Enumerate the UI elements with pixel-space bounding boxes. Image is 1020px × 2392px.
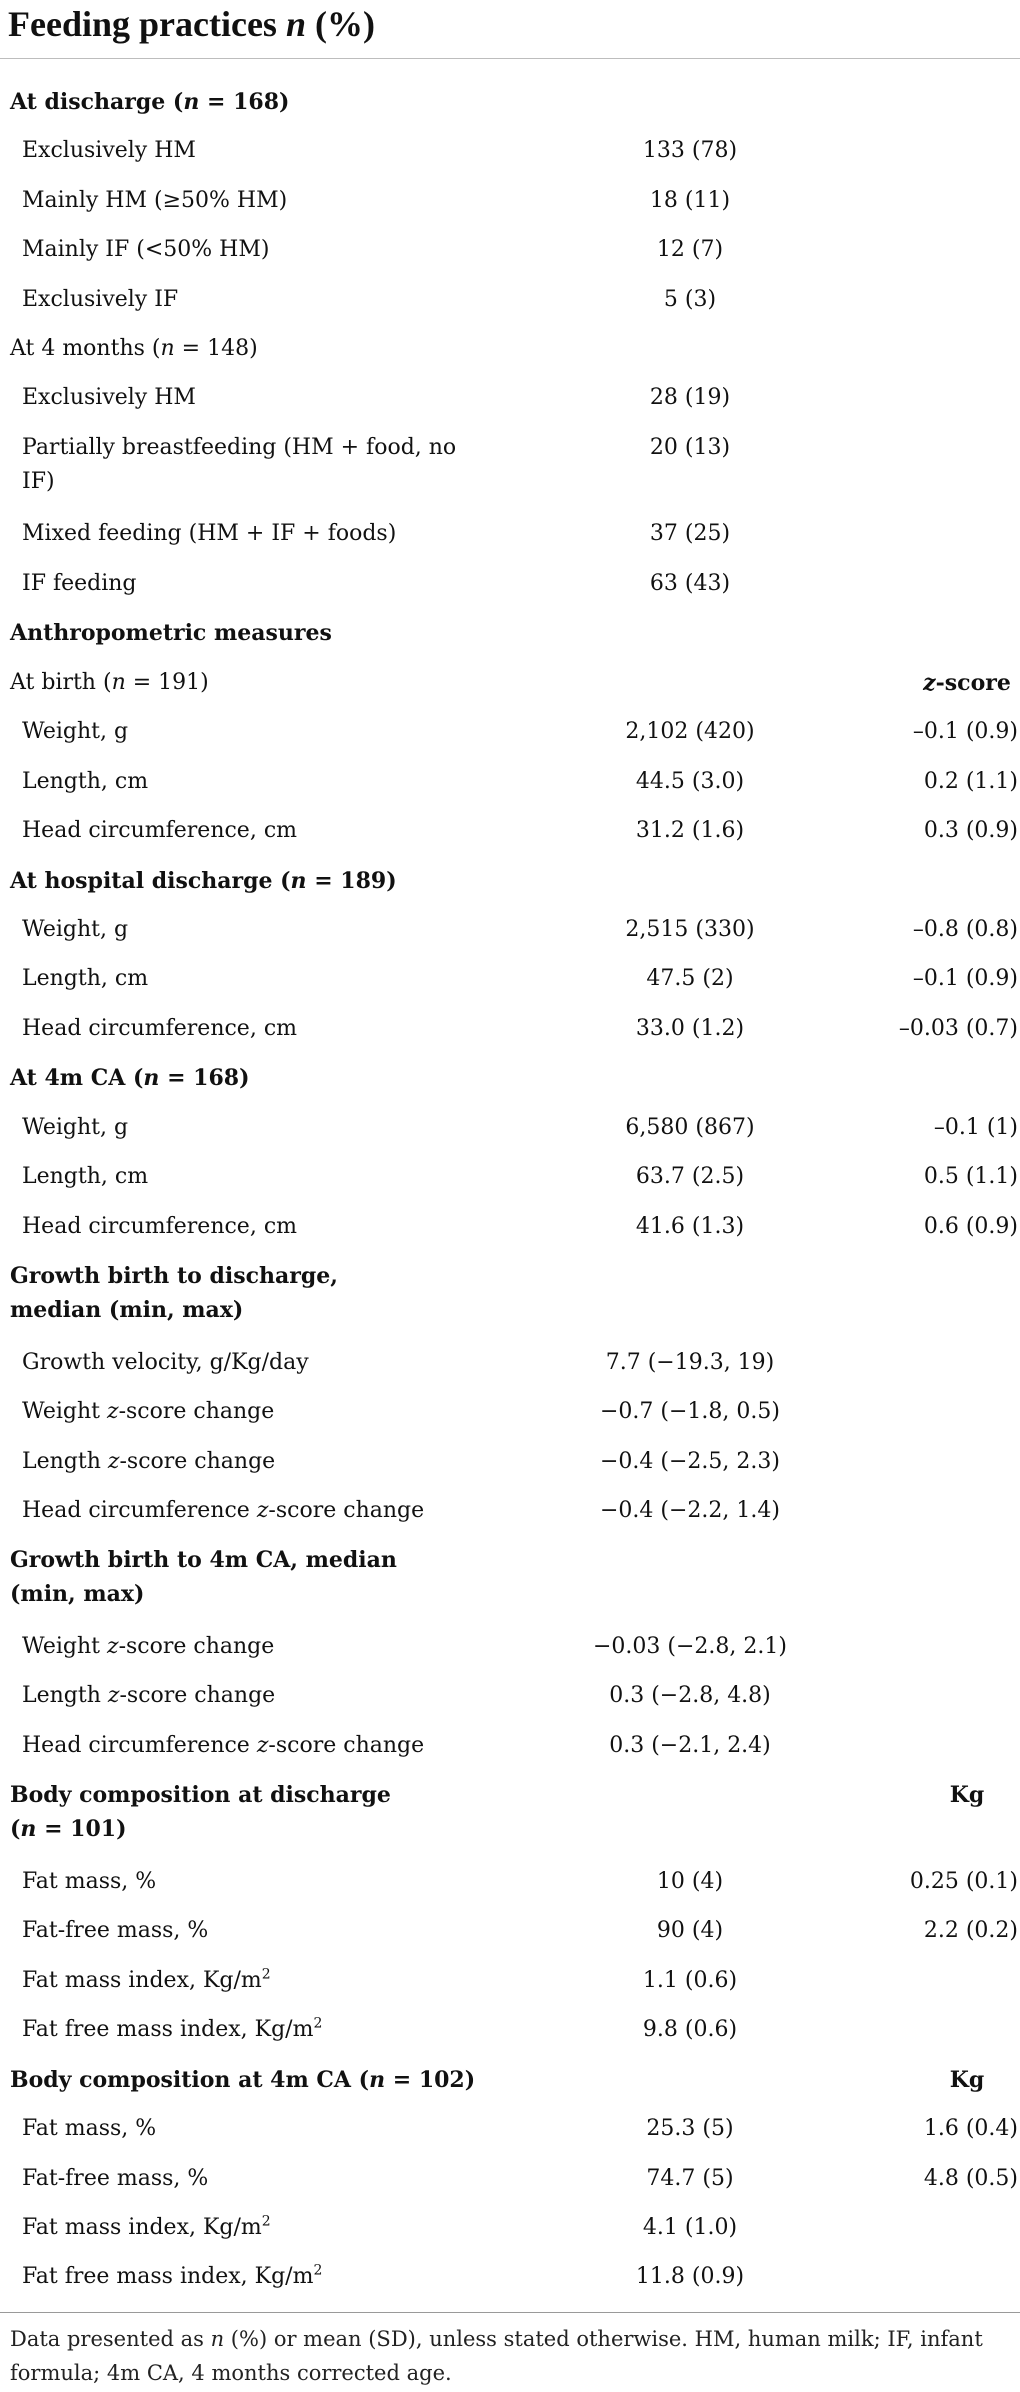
row-label: At 4 months (n = 148) (10, 336, 258, 361)
row-value-secondary: 0.6 (0.9) (923, 1214, 1018, 1239)
row-label: Growth birth to 4m CA, median (min, max) (10, 1547, 397, 1607)
row-label: Head circumference, cm (22, 1214, 297, 1239)
row-value: −0.03 (−2.8, 2.1) (593, 1634, 787, 1659)
row-label: Fat mass index, $Kg/m^2$ (22, 1966, 271, 1993)
row-label: Mixed feeding (HM + IF + foods) (22, 521, 397, 546)
row-value: 44.5 (3.0) (635, 769, 745, 794)
row-label: Weight, g (22, 1115, 129, 1140)
row-value: 0.3 (−2.1, 2.4) (609, 1733, 771, 1758)
row-value: 0.3 (−2.8, 4.8) (609, 1683, 771, 1708)
row-value: −0.4 (−2.5, 2.3) (600, 1449, 780, 1474)
row-label: Exclusively IF (22, 287, 179, 312)
row-value: 4.1 (1.0) (642, 2215, 738, 2240)
row-label: Exclusively HM (22, 138, 196, 163)
row-value: −0.7 (−1.8, 0.5) (600, 1399, 780, 1424)
row-value: 28 (19) (649, 385, 731, 410)
row-value: 74.7 (5) (646, 2166, 734, 2191)
row-value-secondary: 0.5 (1.1) (923, 1164, 1018, 1189)
row-label: Fat mass, % (22, 2116, 157, 2141)
row-label: Growth birth to discharge, median (min, max) (10, 1263, 338, 1323)
row-label: IF feeding (22, 571, 137, 596)
row-label: Mainly IF (<50% HM) (22, 237, 270, 262)
row-label: Length, cm (22, 769, 149, 794)
row-value-secondary: –0.8 (0.8) (912, 917, 1018, 942)
row-label: Head circumference z-score change (22, 1498, 425, 1523)
row-value-secondary: –0.1 (0.9) (912, 719, 1018, 744)
row-label: Fat-free mass, % (22, 1918, 209, 1943)
row-value-secondary: 4.8 (0.5) (923, 2166, 1018, 2191)
row-label: Fat-free mass, % (22, 2166, 209, 2191)
row-label: Fat mass, % (22, 1869, 157, 1894)
row-value: 90 (4) (656, 1918, 724, 1943)
row-label: Fat free mass index, $Kg/m^2$ (22, 2262, 323, 2289)
row-label: Body composition at discharge (n = 101) (10, 1782, 391, 1842)
row-label: Head circumference, cm (22, 1016, 297, 1041)
row-label: Growth velocity, g/Kg/day (22, 1350, 309, 1375)
row-label: Exclusively HM (22, 385, 196, 410)
row-value-secondary: 0.3 (0.9) (923, 818, 1018, 843)
row-value: 47.5 (2) (646, 966, 734, 991)
row-label: Head circumference z-score change (22, 1733, 425, 1758)
row-value: 133 (78) (642, 138, 738, 163)
row-value: 5 (3) (663, 287, 717, 312)
row-value: 25.3 (5) (646, 2116, 734, 2141)
row-value-secondary: 0.25 (0.1) (909, 1869, 1018, 1894)
row-value-secondary: –0.1 (1) (933, 1115, 1018, 1140)
table-footnote: Data presented as n (%) or mean (SD), unless stated otherwise. HM, human milk; IF, infant formula; 4m CA, 4 months corrected age. (10, 2327, 983, 2385)
row-label: At discharge (n = 168) (10, 89, 290, 115)
row-value-secondary: 1.6 (0.4) (923, 2116, 1018, 2141)
row-value: 18 (11) (649, 188, 731, 213)
row-label: Body composition at 4m CA (n = 102) (10, 2067, 476, 2093)
row-label: Fat mass index, $Kg/m^2$ (22, 2213, 271, 2240)
row-label: Weight z-score change (22, 1634, 275, 1659)
row-label: Anthropometric measures (10, 620, 332, 646)
row-value: 41.6 (1.3) (635, 1214, 745, 1239)
row-value: 33.0 (1.2) (635, 1016, 745, 1041)
row-label: At birth (n = 191) (10, 670, 209, 695)
row-label: At hospital discharge (n = 189) (10, 868, 397, 894)
row-label: Mainly HM (≥50% HM) (22, 188, 288, 213)
row-value: 10 (4) (656, 1869, 724, 1894)
row-value-secondary: –0.1 (0.9) (912, 966, 1018, 991)
row-value: 20 (13) (649, 435, 731, 460)
row-value-secondary: 2.2 (0.2) (923, 1918, 1018, 1943)
row-value: 63.7 (2.5) (635, 1164, 745, 1189)
row-label: Head circumference, cm (22, 818, 297, 843)
row-value: 2,102 (420) (625, 719, 755, 744)
row-value: 11.8 (0.9) (635, 2264, 745, 2289)
row-label: Weight, g (22, 917, 129, 942)
row-label: Length, cm (22, 966, 149, 991)
row-label: Fat free mass index, $Kg/m^2$ (22, 2015, 323, 2042)
row-value: 31.2 (1.6) (635, 818, 745, 843)
row-label: Weight, g (22, 719, 129, 744)
table-title: Feeding practices n (%) (8, 4, 375, 44)
row-value: 7.7 (−19.3, 19) (605, 1350, 775, 1375)
row-value: 63 (43) (649, 571, 731, 596)
row-value-secondary: –0.03 (0.7) (898, 1016, 1018, 1041)
row-value: 9.8 (0.6) (642, 2017, 738, 2042)
row-label: Length, cm (22, 1164, 149, 1189)
row-value: −0.4 (−2.2, 1.4) (600, 1498, 780, 1523)
row-label: Length z-score change (22, 1449, 276, 1474)
row-label: At 4m CA (n = 168) (10, 1065, 250, 1091)
bottom-rule (0, 2312, 1020, 2313)
row-label: Length z-score change (22, 1683, 276, 1708)
row-value: 12 (7) (656, 237, 724, 262)
column-header: z-score (923, 670, 1011, 696)
row-label: Weight z-score change (22, 1399, 275, 1424)
row-value: 37 (25) (649, 521, 731, 546)
row-value: 1.1 (0.6) (642, 1968, 738, 1993)
row-label: Partially breastfeeding (HM + food, no IF) (22, 435, 457, 494)
row-value: 2,515 (330) (625, 917, 755, 942)
top-rule (0, 58, 1020, 59)
row-value: 6,580 (867) (625, 1115, 755, 1140)
row-value-secondary: 0.2 (1.1) (923, 769, 1018, 794)
column-header: Kg (949, 2067, 985, 2093)
column-header: Kg (949, 1782, 985, 1808)
